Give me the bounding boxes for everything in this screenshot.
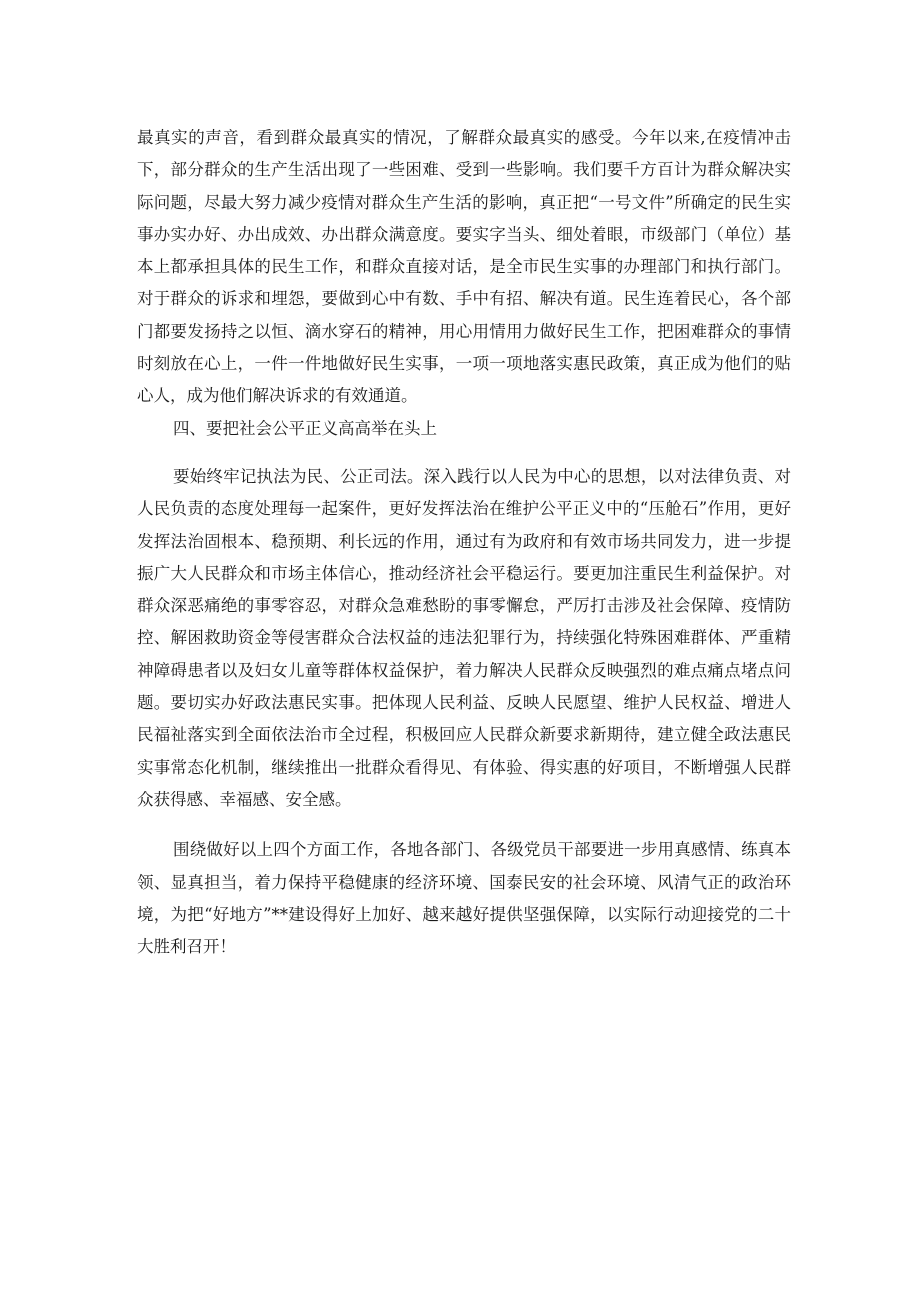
paragraph-conclusion: 围绕做好以上四个方面工作，各地各部门、各级党员干部要进一步用真感情、练真本领、显真担当，着力保持平稳健康的经济环境、国泰民安的社会环境、风清气正的政治环境，为把“好地方”**建设得好上加好、越来越好提供坚强保障，以实际行动迎接党的二十大胜利召开！: [137, 840, 791, 957]
paragraph-justice: 要始终牢记执法为民、公正司法。深入践行以人民为中心的思想，以对法律负责、对人民负责的态度处理每一起案件，更好发挥法治在维护公平正义中的“压舱石”作用，更好发挥法治固根本、稳预期、利长远的作用，通过有为政府和有效市场共同发力，进一步提振广大人民群众和市场主体信心，推动经济社会平稳运行。要更加注重民生利益保护。对群众深恶痛绝的事零容忍，对群众急难愁盼的事零懈怠，严厉打击涉及社会保障、疫情防控、解困救助资金等侵害群众合法权益的违法犯罪行为，持续强化特殊困难群体、严重精神障碍患者以及妇女儿童等群体权益保护，着力解决人民群众反映强烈的难点痛点堵点问题。要切实办好政法惠民实事。把体现人民利益、反映人民愿望、维护人民权益、增进人民福祉落实到全面依法治市全过程，积极回应人民群众新要求新期待，建立健全政法惠民实事常态化机制，继续推出一批群众看得见、有体验、得实惠的好项目，不断增强人民群众获得感、幸福感、安全感。: [137, 466, 791, 809]
paragraph-livelihood-continued: 最真实的声音，看到群众最真实的情况，了解群众最真实的感受。今年以来,在疫情冲击下，部分群众的生产生活出现了一些困难、受到一些影响。我们要千方百计为群众解决实际问题，尽最大努力减少疫情对群众生产生活的影响，真正把“一号文件”所确定的民生实事办实办好、办出成效、办出群众满意度。要实字当头、细处着眼，市级部门（单位）基本上都承担具体的民生工作，和群众直接对话，是全市民生实事的办理部门和执行部门。对于群众的诉求和埋怨，要做到心中有数、手中有招、解决有道。民生连着民心，各个部门都要发扬持之以恒、滴水穿石的精神，用心用情用力做好民生工作，把困难群众的事情时刻放在心上，一件一件地做好民生实事，一项一项地落实惠民政策，真正成为他们的贴心人，成为他们解决诉求的有效通道。: [137, 128, 791, 406]
section-heading-social-justice: 四、要把社会公平正义高高举在头上: [173, 418, 437, 438]
document-page: [137, 122, 791, 963]
